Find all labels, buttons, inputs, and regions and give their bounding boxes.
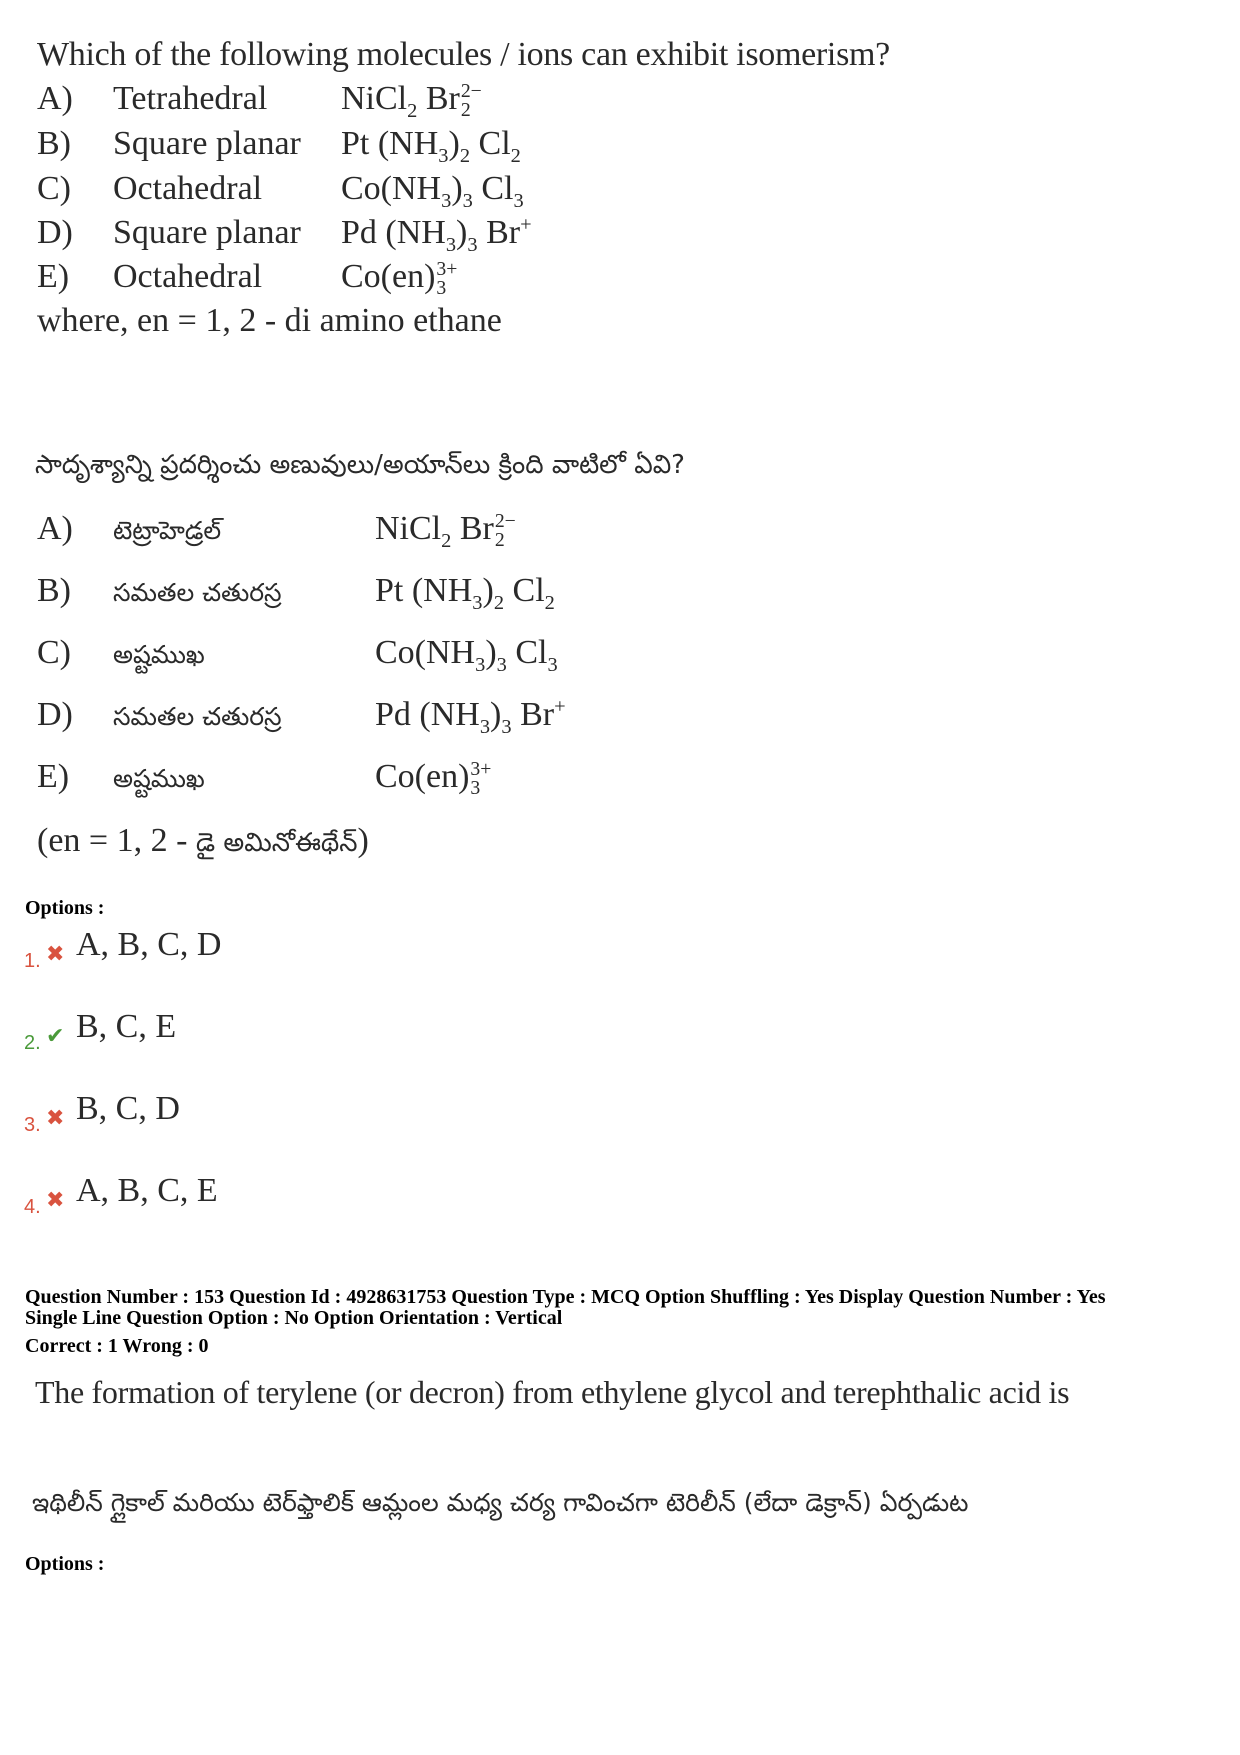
check-icon: ✔ xyxy=(46,1024,65,1049)
options-heading: Options : xyxy=(25,897,105,919)
cross-icon: ✖ xyxy=(46,1106,65,1131)
choice-row-c-en xyxy=(37,170,524,213)
question-text-en: The formation of terylene (or decron) from ethylene glycol and terephthalic acid is xyxy=(35,1374,1070,1410)
formula-pt: Pt $(NH_3)_2$ $Cl_2$ xyxy=(375,572,555,614)
option-3[interactable] xyxy=(24,1090,180,1137)
option-1[interactable] xyxy=(24,926,221,973)
option-number: 4. xyxy=(24,1196,41,1218)
choice-desc: Octahedral xyxy=(113,170,263,207)
choice-row-e-te xyxy=(37,758,491,800)
choice-desc: సమతల చతురస్ర xyxy=(113,702,282,732)
cross-icon: ✖ xyxy=(46,1188,65,1213)
choice-label: B) xyxy=(37,125,71,162)
formula-co-en: Co(en) 3+ 3 xyxy=(375,758,492,800)
option-text: B, C, E xyxy=(76,1008,177,1045)
question-text-en: Which of the following molecules / ions can exhibit isomerism? xyxy=(37,36,890,73)
choice-row-a-te xyxy=(37,510,516,553)
choice-desc: Square planar xyxy=(113,125,301,162)
option-4[interactable] xyxy=(24,1172,218,1219)
choice-label: B) xyxy=(37,572,71,609)
cross-icon: ✖ xyxy=(46,942,65,967)
choice-row-a-en xyxy=(37,80,482,123)
option-2[interactable] xyxy=(24,1008,176,1055)
option-number: 2. xyxy=(24,1032,41,1054)
formula-co-nh3: $Co(NH_3)_3$ $Cl_3$ xyxy=(341,170,524,212)
choice-row-b-te xyxy=(37,572,555,615)
choice-row-d-te xyxy=(37,696,566,739)
choice-row-e-en xyxy=(37,258,457,298)
formula-co-en: Co(en) 3+ 3 xyxy=(341,258,458,300)
option-text: A, B, C, D xyxy=(76,926,222,963)
choice-row-b-en xyxy=(37,125,521,168)
choice-row-c-te xyxy=(37,634,558,677)
formula-pd: Pd $(NH_3)_3$ Br+ xyxy=(375,696,566,739)
en-note-suffix: ) xyxy=(357,822,369,859)
choice-desc: Tetrahedral xyxy=(113,80,268,117)
question-meta-line1: Question Number : 153 Question Id : 4928631753 Question Type : MCQ Option Shuffling : Yes Display Question Number : Yes xyxy=(25,1286,1106,1308)
question-meta-line2: Single Line Question Option : No Option Orientation : Vertical xyxy=(25,1307,563,1329)
choice-label: D) xyxy=(37,214,73,252)
formula-nicl2br2: NiCl$_2$ Br 2− 2 xyxy=(341,80,482,122)
choice-desc: టెట్రాహెడ్రల్ xyxy=(113,516,222,545)
choice-row-d-en xyxy=(37,214,532,257)
choice-desc: అష్టముఖ xyxy=(113,640,205,669)
en-note-te xyxy=(37,822,369,864)
formula-pt: Pt $(NH_3)_2$ $Cl_2$ xyxy=(341,125,521,167)
choice-desc: Square planar xyxy=(113,214,301,252)
option-text: A, B, C, E xyxy=(76,1172,218,1209)
en-note-prefix: (en = 1, 2 - xyxy=(37,822,196,859)
question-meta-marks: Correct : 1 Wrong : 0 xyxy=(25,1335,209,1357)
choice-label: C) xyxy=(37,634,71,671)
question-text-te: సాదృశ్యాన్ని ప్రదర్శించు అణువులు/అయాన్‌లు క్రింది వాటిలో ఏవి? xyxy=(35,450,685,480)
option-text: B, C, D xyxy=(76,1090,180,1127)
choice-label: E) xyxy=(37,258,70,295)
where-note: where, en = 1, 2 - di amino ethane xyxy=(37,302,502,339)
formula-nicl2br2: NiCl$_2$ Br 2− 2 xyxy=(375,510,516,552)
choice-label: A) xyxy=(37,510,73,547)
choice-desc: అష్టముఖ xyxy=(113,764,205,793)
choice-label: A) xyxy=(37,80,73,117)
choice-desc: Octahedral xyxy=(113,258,263,295)
choice-desc: సమతల చతురస్ర xyxy=(113,578,282,607)
option-number: 3. xyxy=(24,1114,41,1136)
formula-co-nh3: $Co(NH_3)_3$ $Cl_3$ xyxy=(375,634,558,676)
options-heading: Options : xyxy=(25,1553,105,1575)
en-note-te-text: డై అమినోఈథేన్ xyxy=(195,828,358,858)
choice-label: E) xyxy=(37,758,70,795)
choice-label: C) xyxy=(37,170,71,207)
formula-pd: Pd $(NH_3)_3$ Br+ xyxy=(341,214,532,257)
choice-label: D) xyxy=(37,696,73,734)
option-number: 1. xyxy=(24,950,41,972)
question-text-te: ఇథిలీన్ గ్లైకాల్ మరియు టెర్‌ఫ్తాలిక్ ఆమ్లంల మధ్య చర్య గావించగా టెరిలీన్ (లేదా డెక్రాన్) ఏర్పడుట xyxy=(32,1488,969,1517)
